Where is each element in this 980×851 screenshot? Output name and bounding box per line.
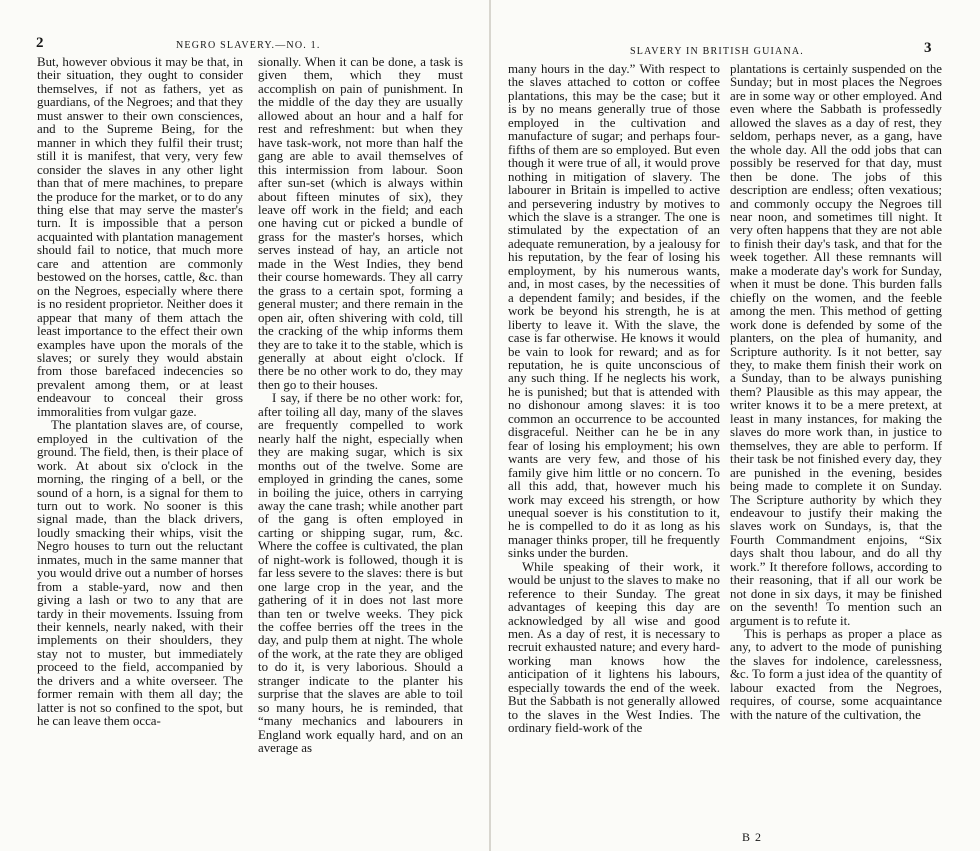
paragraph: The plantation slaves are, of course, employed in the cultivation of the ground. The field, then, is their place of work. At about six o'clock in the morning, the ringing of a bell, or the sound of a horn, is a signal for them to turn out to work. No sooner is this signal made, than the black drivers, loudly smacking their whips, visit the Negro houses to turn out the reluctant inmates, much in the same manner that you would drive out a number of horses from a stable-yard, now and then giving a lash or two to any that are tardy in their movements. Issuing from their kennels, nearly naked, with their implements on their shoulders, they stay not to muster, but immediately proceed to the field, accompanied by the drivers and a white overseer. The former remain with them all day; the latter is not so confined to the spot, but he can leave them occa- xyxy=(37,418,243,729)
paragraph: I say, if there be no other work: for, after toiling all day, many of the slaves are frequently compelled to work nearly half the night, especially when they are making sugar, which is six months out of the twelve. Some are employed in grinding the canes, some in boiling the juice, others in carrying away the cane trash; while another part of the gang is often employed in carting or shipping sugar, rum, &c. Where the coffee is cultivated, the plan of night-work is followed, though it is far less severe to the slaves: there is but one large crop in the year, and the gathering of it in does not last more than ten or twelve weeks. They pick the coffee berries off the trees in the day, and pulp them at night. The whole of the work, at the rate they are obliged to do it, is very laborious. Should a stranger indicate to the planter his surprise that the slaves are able to toil so many hours, he is reminded, that “many mechanics and labourers in England work equally hard, and on an average as xyxy=(258,391,463,756)
running-head-right: SLAVERY IN BRITISH GUIANA. xyxy=(630,46,804,57)
right-page xyxy=(490,0,980,851)
paragraph: plantations is certainly suspended on the Sunday; but in most places the Negroes are in some way or other employed. And even where the Sabbath is professedly allowed the slaves as a day of rest, they seldom, perhaps never, as a gang, have the whole day. All the odd jobs that can possibly be reserved for that day, must then be done. The jobs of this description are endless; often vexatious; and commonly occupy the Negroes till near noon, and sometimes till night. It very often happens that they are not able to finish their day's task, and that for the week together. All these remnants will make a moderate day's work for Sunday, when it must be done. This burden falls chiefly on the women, and the feeble among the men. This method of getting work done is defended by some of the planters, on the plea of humanity, and Scripture authority. Is it not better, say they, to make them finish their work on a Sunday, than to be always punishing them? Plausible as this may appear, the writer knows it to be a mere pretext, at least in many instances, for making the slaves do more work than, in justice to themselves, they are able to perform. If their task be not finished every day, they are punished in the evening, besides being made to complete it on Sunday. The Scripture authority by which they endeavour to justify their making the slaves work on Sundays, is, that the Fourth Commandment enjoins, “Six days shalt thou labour, and do all thy work.” It therefore follows, according to their reasoning, that if all our work be not done in six days, it may be finished on the seventh! To mention such an argument is to refute it. xyxy=(730,62,942,628)
paragraph: many hours in the day.” With respect to the slaves attached to cotton or coffee plantations, this may be the case; but it is by no means generally true of those employed in the cultivation and manufacture of sugar; and perhaps four-fifths of them are so employed. But even though it were true of all, it would prove nothing in mitigation of slavery. The labourer in Britain is impelled to active and persevering industry by motives to which the slave is a stranger. The one is stimulated by the expectation of an adequate remuneration, by a jealousy for his reputation, by the fear of losing his employment, by his numerous wants, and, in most cases, by the necessities of a dependent family; and besides, if the work be beyond his strength, he is at liberty to leave it. With the slave, the case is far otherwise. He knows it would be vain to look for reward; and as for reputation, he is quite unconscious of any such thing. If he neglects his work, he is punished; but that is attended with no dishonour among slaves: it is too common an occurrence to be accounted disgraceful. Neither can he be in any fear of losing his employment; his own wants are very few, and those of his family give him little or no concern. To all this add, that, however much his work may exceed his strength, or how unequal soever is his constitution to it, he is compelled to do it as long as his manager thinks proper, till he frequently sinks under the burden. xyxy=(508,62,720,561)
text-column-1 xyxy=(37,56,243,729)
text-column-4 xyxy=(730,63,942,722)
running-head-left: NEGRO SLAVERY.—NO. 1. xyxy=(176,40,321,51)
text-column-2 xyxy=(258,56,463,756)
paragraph: While speaking of their work, it would be unjust to the slaves to make no reference to their Sunday. The great advantages of keeping this day are acknowledged by all wise and good men. As a day of rest, it is necessary to recruit exhausted nature; and every hard-working man knows how the anticipation of it lightens his labours, especially towards the end of the week. But the Sabbath is not generally allowed to the slaves in the West Indies. The ordinary field-work of the xyxy=(508,559,720,736)
paragraph: But, however obvious it may be that, in their situation, they ought to consider themselves, if not as fathers, yet as guardians, of the Negroes; and that they must answer to their own consciences, and to the Supreme Being, for the manner in which they fulfil their trust; still it is manifest, that very, very few consider the slaves in any other light than that of mere machines, to prepare the produce for the market, or to do any thing else that may serve the master's turn. It is impossible that a person acquainted with plantation management should fail to notice, that much more care and attention are commonly bestowed on the horses, cattle, &c. than on the Negroes, especially where there is no resident proprietor. Neither does it appear that many of them attach the least importance to the effect their own examples have upon the morals of the slaves; or surely they would abstain from those barefaced indecencies so prevalent among them, or at least endeavour to conceal their gross immoralities from vulgar gaze. xyxy=(37,55,243,419)
signature-mark: B 2 xyxy=(742,830,763,844)
paragraph: sionally. When it can be done, a task is given them, which they must accomplish on pain of punishment. In the middle of the day they are usually allowed about an hour and a half for rest and refreshment: but when they have task-work, not more than half the gang are able to avail themselves of this intermission from labour. Soon after sun-set (which is always within about fifteen minutes of six), they leave off work in the field; and each one having cut or picked a bundle of grass for the master's horses, which serves instead of hay, an article not made in the West Indies, they bend their course homewards. They all carry the grass to a certain spot, forming a general muster; and there remain in the open air, often shivering with cold, till the cracking of the whip informs them they are to take it to the stable, which is generally at about eight o'clock. If there be no other work to do, they may then go to their houses. xyxy=(258,55,463,392)
paragraph: This is perhaps as proper a place as any, to advert to the mode of punishing the slaves for indolence, carelessness, &c. To form a just idea of the quantity of labour exacted from the Negroes, requires, of course, some acquaintance with the nature of the cultivation, the xyxy=(730,627,942,722)
text-column-3 xyxy=(508,63,720,736)
page-number-left: 2 xyxy=(36,35,44,51)
page-number-right: 3 xyxy=(924,40,932,56)
